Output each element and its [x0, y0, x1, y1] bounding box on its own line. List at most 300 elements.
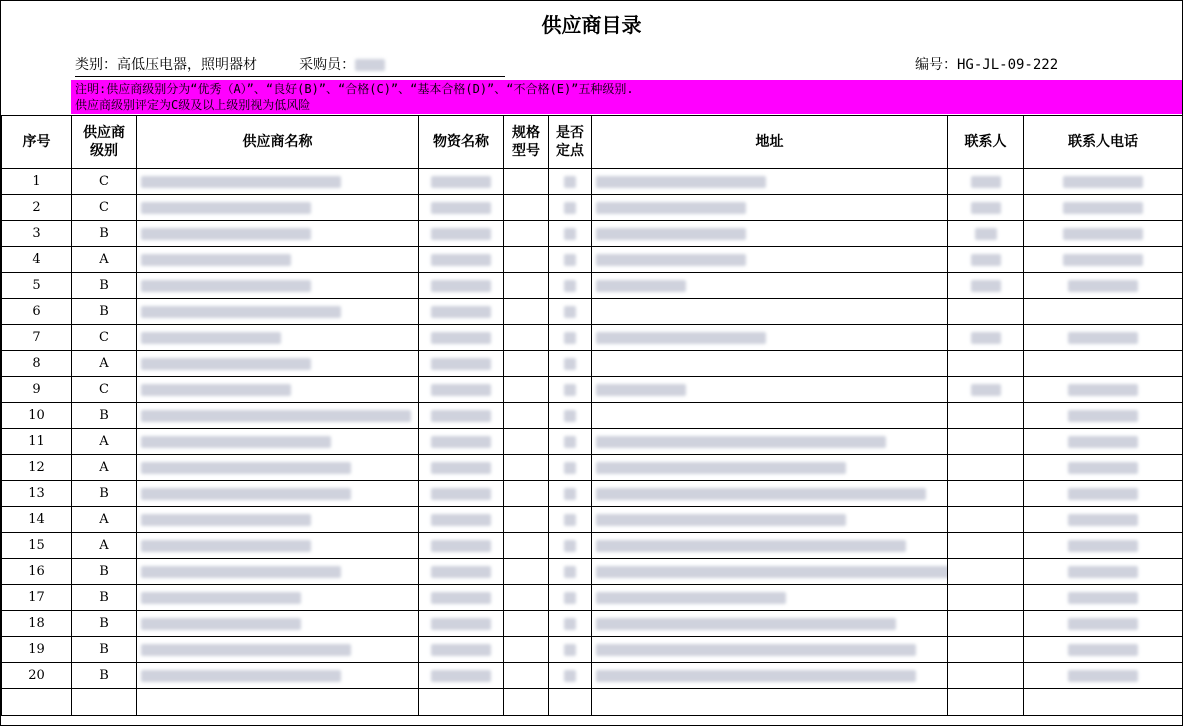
designated-redacted — [564, 228, 576, 240]
material-redacted — [431, 358, 491, 370]
address-redacted — [596, 566, 948, 578]
table-row — [2, 663, 1183, 689]
row-supplier-name — [137, 507, 419, 533]
row-address — [592, 273, 948, 299]
phone-redacted — [1068, 540, 1138, 552]
table-row — [2, 533, 1183, 559]
row-supplier-name — [137, 481, 419, 507]
row-material — [419, 507, 504, 533]
row-spec — [504, 247, 549, 273]
code-label: 编号： — [915, 57, 957, 73]
row-material — [419, 481, 504, 507]
supplier-name-redacted — [141, 514, 311, 526]
contact-redacted — [971, 202, 1001, 214]
supplier-name-redacted — [141, 462, 351, 474]
row-grade: B — [72, 299, 137, 325]
row-supplier-name — [137, 455, 419, 481]
row-address — [592, 351, 948, 377]
empty-cell — [504, 689, 549, 716]
material-redacted — [431, 644, 491, 656]
row-contact — [948, 559, 1024, 585]
row-spec — [504, 481, 549, 507]
empty-cell — [592, 689, 948, 716]
buyer-redacted — [355, 59, 385, 71]
supplier-name-redacted — [141, 670, 341, 682]
designated-redacted — [564, 462, 576, 474]
supplier-name-redacted — [141, 202, 311, 214]
row-spec — [504, 351, 549, 377]
phone-redacted — [1068, 644, 1138, 656]
address-redacted — [596, 254, 746, 266]
material-redacted — [431, 228, 491, 240]
row-designated — [549, 325, 592, 351]
row-designated — [549, 221, 592, 247]
material-redacted — [431, 410, 491, 422]
row-spec — [504, 377, 549, 403]
row-supplier-name — [137, 299, 419, 325]
material-redacted — [431, 618, 491, 630]
header-row — [2, 116, 1183, 169]
row-supplier-name — [137, 273, 419, 299]
row-phone — [1024, 559, 1183, 585]
table-row — [2, 247, 1183, 273]
row-grade: B — [72, 637, 137, 663]
supplier-name-redacted — [141, 592, 301, 604]
row-grade: A — [72, 351, 137, 377]
row-index: 20 — [2, 663, 72, 689]
row-material — [419, 559, 504, 585]
header-designated: 是否定点 — [549, 116, 592, 169]
row-phone — [1024, 585, 1183, 611]
designated-redacted — [564, 540, 576, 552]
empty-cell — [948, 689, 1024, 716]
designated-redacted — [564, 202, 576, 214]
address-redacted — [596, 176, 766, 188]
designated-redacted — [564, 280, 576, 292]
table-row — [2, 637, 1183, 663]
designated-redacted — [564, 514, 576, 526]
phone-redacted — [1068, 592, 1138, 604]
row-phone — [1024, 247, 1183, 273]
row-phone — [1024, 429, 1183, 455]
row-material — [419, 351, 504, 377]
empty-cell — [137, 689, 419, 716]
row-supplier-name — [137, 611, 419, 637]
material-redacted — [431, 540, 491, 552]
material-redacted — [431, 566, 491, 578]
code-value: HG-JL-09-222 — [957, 57, 1059, 73]
address-redacted — [596, 384, 686, 396]
row-contact — [948, 429, 1024, 455]
row-contact — [948, 377, 1024, 403]
address-redacted — [596, 618, 896, 630]
row-index: 16 — [2, 559, 72, 585]
supplier-name-redacted — [141, 176, 341, 188]
row-address — [592, 169, 948, 195]
meta-right — [915, 54, 1058, 74]
row-phone — [1024, 481, 1183, 507]
supplier-name-redacted — [141, 280, 311, 292]
supplier-name-redacted — [141, 566, 341, 578]
row-designated — [549, 169, 592, 195]
row-index: 6 — [2, 299, 72, 325]
material-redacted — [431, 306, 491, 318]
table-row — [2, 325, 1183, 351]
row-index: 12 — [2, 455, 72, 481]
supplier-name-redacted — [141, 436, 331, 448]
designated-redacted — [564, 436, 576, 448]
row-grade: A — [72, 533, 137, 559]
row-index: 15 — [2, 533, 72, 559]
supplier-table — [1, 115, 1183, 716]
row-index: 4 — [2, 247, 72, 273]
row-material — [419, 377, 504, 403]
row-designated — [549, 273, 592, 299]
row-supplier-name — [137, 325, 419, 351]
row-index: 3 — [2, 221, 72, 247]
designated-redacted — [564, 332, 576, 344]
row-designated — [549, 533, 592, 559]
row-spec — [504, 325, 549, 351]
phone-redacted — [1068, 384, 1138, 396]
contact-redacted — [975, 228, 997, 240]
header-supplier-name: 供应商名称 — [137, 116, 419, 169]
row-spec — [504, 533, 549, 559]
row-grade: C — [72, 325, 137, 351]
material-redacted — [431, 436, 491, 448]
page-title: 供应商目录 — [541, 13, 642, 37]
row-supplier-name — [137, 429, 419, 455]
phone-redacted — [1068, 488, 1138, 500]
row-grade: B — [72, 585, 137, 611]
row-designated — [549, 247, 592, 273]
row-address — [592, 533, 948, 559]
address-redacted — [596, 488, 926, 500]
contact-redacted — [971, 176, 1001, 188]
supplier-name-redacted — [141, 644, 351, 656]
table-row — [2, 351, 1183, 377]
row-contact — [948, 195, 1024, 221]
table-row — [2, 611, 1183, 637]
row-contact — [948, 403, 1024, 429]
grade-note — [71, 80, 1182, 114]
row-contact — [948, 637, 1024, 663]
row-index: 18 — [2, 611, 72, 637]
empty-cell — [1024, 689, 1183, 716]
row-designated — [549, 611, 592, 637]
row-index: 13 — [2, 481, 72, 507]
table-row — [2, 195, 1183, 221]
row-grade: B — [72, 273, 137, 299]
row-grade: C — [72, 169, 137, 195]
row-address — [592, 637, 948, 663]
material-redacted — [431, 384, 491, 396]
material-redacted — [431, 488, 491, 500]
row-grade: A — [72, 455, 137, 481]
row-index: 5 — [2, 273, 72, 299]
empty-cell — [2, 689, 72, 716]
empty-cell — [549, 689, 592, 716]
row-index: 1 — [2, 169, 72, 195]
designated-redacted — [564, 592, 576, 604]
row-supplier-name — [137, 169, 419, 195]
table-row-empty — [2, 689, 1183, 716]
supplier-name-redacted — [141, 332, 281, 344]
header-index: 序号 — [2, 116, 72, 169]
contact-redacted — [971, 254, 1001, 266]
empty-cell — [72, 689, 137, 716]
row-phone — [1024, 455, 1183, 481]
contact-redacted — [971, 384, 1001, 396]
row-designated — [549, 351, 592, 377]
row-supplier-name — [137, 351, 419, 377]
row-spec — [504, 299, 549, 325]
phone-redacted — [1068, 332, 1138, 344]
row-index: 19 — [2, 637, 72, 663]
phone-redacted — [1063, 176, 1143, 188]
row-index: 8 — [2, 351, 72, 377]
header-phone: 联系人电话 — [1024, 116, 1183, 169]
phone-redacted — [1068, 410, 1138, 422]
row-index: 11 — [2, 429, 72, 455]
table-row — [2, 403, 1183, 429]
row-address — [592, 195, 948, 221]
row-phone — [1024, 299, 1183, 325]
address-redacted — [596, 202, 746, 214]
supplier-name-redacted — [141, 228, 311, 240]
row-designated — [549, 507, 592, 533]
row-designated — [549, 403, 592, 429]
row-contact — [948, 169, 1024, 195]
contact-redacted — [971, 332, 1001, 344]
row-phone — [1024, 663, 1183, 689]
row-index: 17 — [2, 585, 72, 611]
table-row — [2, 377, 1183, 403]
designated-redacted — [564, 488, 576, 500]
row-spec — [504, 429, 549, 455]
row-material — [419, 663, 504, 689]
row-spec — [504, 507, 549, 533]
material-redacted — [431, 332, 491, 344]
row-material — [419, 273, 504, 299]
designated-redacted — [564, 254, 576, 266]
phone-redacted — [1063, 202, 1143, 214]
contact-redacted — [971, 280, 1001, 292]
row-contact — [948, 247, 1024, 273]
note-line-2: 供应商级别评定为C级及以上级别视为低风险 — [75, 98, 311, 112]
designated-redacted — [564, 384, 576, 396]
row-grade: B — [72, 481, 137, 507]
row-supplier-name — [137, 637, 419, 663]
row-address — [592, 559, 948, 585]
material-redacted — [431, 254, 491, 266]
row-designated — [549, 637, 592, 663]
category-label: 类别： — [75, 57, 117, 73]
row-phone — [1024, 611, 1183, 637]
row-phone — [1024, 325, 1183, 351]
designated-redacted — [564, 670, 576, 682]
phone-redacted — [1063, 228, 1143, 240]
row-grade: B — [72, 559, 137, 585]
row-material — [419, 455, 504, 481]
row-supplier-name — [137, 533, 419, 559]
row-material — [419, 299, 504, 325]
phone-redacted — [1063, 254, 1143, 266]
row-index: 2 — [2, 195, 72, 221]
table-row — [2, 273, 1183, 299]
row-address — [592, 403, 948, 429]
phone-redacted — [1068, 566, 1138, 578]
row-material — [419, 585, 504, 611]
row-designated — [549, 299, 592, 325]
row-spec — [504, 221, 549, 247]
row-contact — [948, 507, 1024, 533]
row-supplier-name — [137, 585, 419, 611]
header-spec: 规格型号 — [504, 116, 549, 169]
row-contact — [948, 611, 1024, 637]
row-grade: C — [72, 195, 137, 221]
row-index: 9 — [2, 377, 72, 403]
material-redacted — [431, 670, 491, 682]
row-designated — [549, 585, 592, 611]
row-supplier-name — [137, 663, 419, 689]
designated-redacted — [564, 306, 576, 318]
table-row — [2, 429, 1183, 455]
phone-redacted — [1068, 618, 1138, 630]
buyer-label: 采购员： — [299, 57, 356, 73]
row-address — [592, 299, 948, 325]
row-address — [592, 663, 948, 689]
row-grade: A — [72, 429, 137, 455]
row-spec — [504, 195, 549, 221]
row-grade: A — [72, 507, 137, 533]
row-address — [592, 455, 948, 481]
row-spec — [504, 455, 549, 481]
row-contact — [948, 481, 1024, 507]
row-material — [419, 195, 504, 221]
row-material — [419, 325, 504, 351]
designated-redacted — [564, 566, 576, 578]
table-row — [2, 507, 1183, 533]
row-contact — [948, 299, 1024, 325]
row-contact — [948, 663, 1024, 689]
row-phone — [1024, 377, 1183, 403]
address-redacted — [596, 514, 846, 526]
material-redacted — [431, 462, 491, 474]
row-index: 10 — [2, 403, 72, 429]
phone-redacted — [1068, 436, 1138, 448]
row-phone — [1024, 221, 1183, 247]
row-address — [592, 585, 948, 611]
row-material — [419, 637, 504, 663]
row-address — [592, 377, 948, 403]
header-grade: 供应商级别 — [72, 116, 137, 169]
row-spec — [504, 637, 549, 663]
address-redacted — [596, 228, 746, 240]
row-address — [592, 611, 948, 637]
row-contact — [948, 325, 1024, 351]
row-contact — [948, 455, 1024, 481]
row-grade: C — [72, 377, 137, 403]
phone-redacted — [1068, 462, 1138, 474]
row-address — [592, 481, 948, 507]
row-spec — [504, 169, 549, 195]
meta-left — [75, 54, 505, 77]
table-row — [2, 299, 1183, 325]
address-redacted — [596, 592, 786, 604]
row-phone — [1024, 273, 1183, 299]
row-phone — [1024, 169, 1183, 195]
material-redacted — [431, 202, 491, 214]
material-redacted — [431, 280, 491, 292]
row-material — [419, 403, 504, 429]
row-spec — [504, 559, 549, 585]
row-contact — [948, 273, 1024, 299]
designated-redacted — [564, 358, 576, 370]
address-redacted — [596, 280, 686, 292]
note-line-1: 注明:供应商级别分为“优秀（A）”、“良好(B)”、“合格(C)”、“基本合格(D)”、“不合格(E)”五种级别. — [75, 82, 634, 96]
material-redacted — [431, 514, 491, 526]
address-redacted — [596, 644, 916, 656]
table-row — [2, 455, 1183, 481]
row-supplier-name — [137, 221, 419, 247]
row-phone — [1024, 195, 1183, 221]
category-value: 高低压电器，照明器材 — [117, 57, 257, 73]
row-phone — [1024, 351, 1183, 377]
row-designated — [549, 481, 592, 507]
row-material — [419, 429, 504, 455]
row-material — [419, 611, 504, 637]
row-material — [419, 169, 504, 195]
row-index: 14 — [2, 507, 72, 533]
supplier-name-redacted — [141, 618, 301, 630]
row-supplier-name — [137, 377, 419, 403]
row-material — [419, 221, 504, 247]
row-phone — [1024, 533, 1183, 559]
phone-redacted — [1068, 280, 1138, 292]
table-row — [2, 169, 1183, 195]
row-phone — [1024, 637, 1183, 663]
supplier-name-redacted — [141, 306, 341, 318]
row-grade: A — [72, 247, 137, 273]
row-grade: B — [72, 221, 137, 247]
table-row — [2, 221, 1183, 247]
row-address — [592, 507, 948, 533]
supplier-name-redacted — [141, 540, 311, 552]
supplier-name-redacted — [141, 410, 411, 422]
phone-redacted — [1068, 670, 1138, 682]
row-supplier-name — [137, 195, 419, 221]
row-contact — [948, 351, 1024, 377]
address-redacted — [596, 436, 886, 448]
header-contact: 联系人 — [948, 116, 1024, 169]
address-redacted — [596, 332, 766, 344]
row-phone — [1024, 507, 1183, 533]
row-supplier-name — [137, 559, 419, 585]
row-spec — [504, 611, 549, 637]
table-row — [2, 585, 1183, 611]
table-row — [2, 481, 1183, 507]
designated-redacted — [564, 644, 576, 656]
material-redacted — [431, 592, 491, 604]
designated-redacted — [564, 176, 576, 188]
row-designated — [549, 559, 592, 585]
table-row — [2, 559, 1183, 585]
row-address — [592, 325, 948, 351]
row-contact — [948, 585, 1024, 611]
row-spec — [504, 403, 549, 429]
header-material: 物资名称 — [419, 116, 504, 169]
